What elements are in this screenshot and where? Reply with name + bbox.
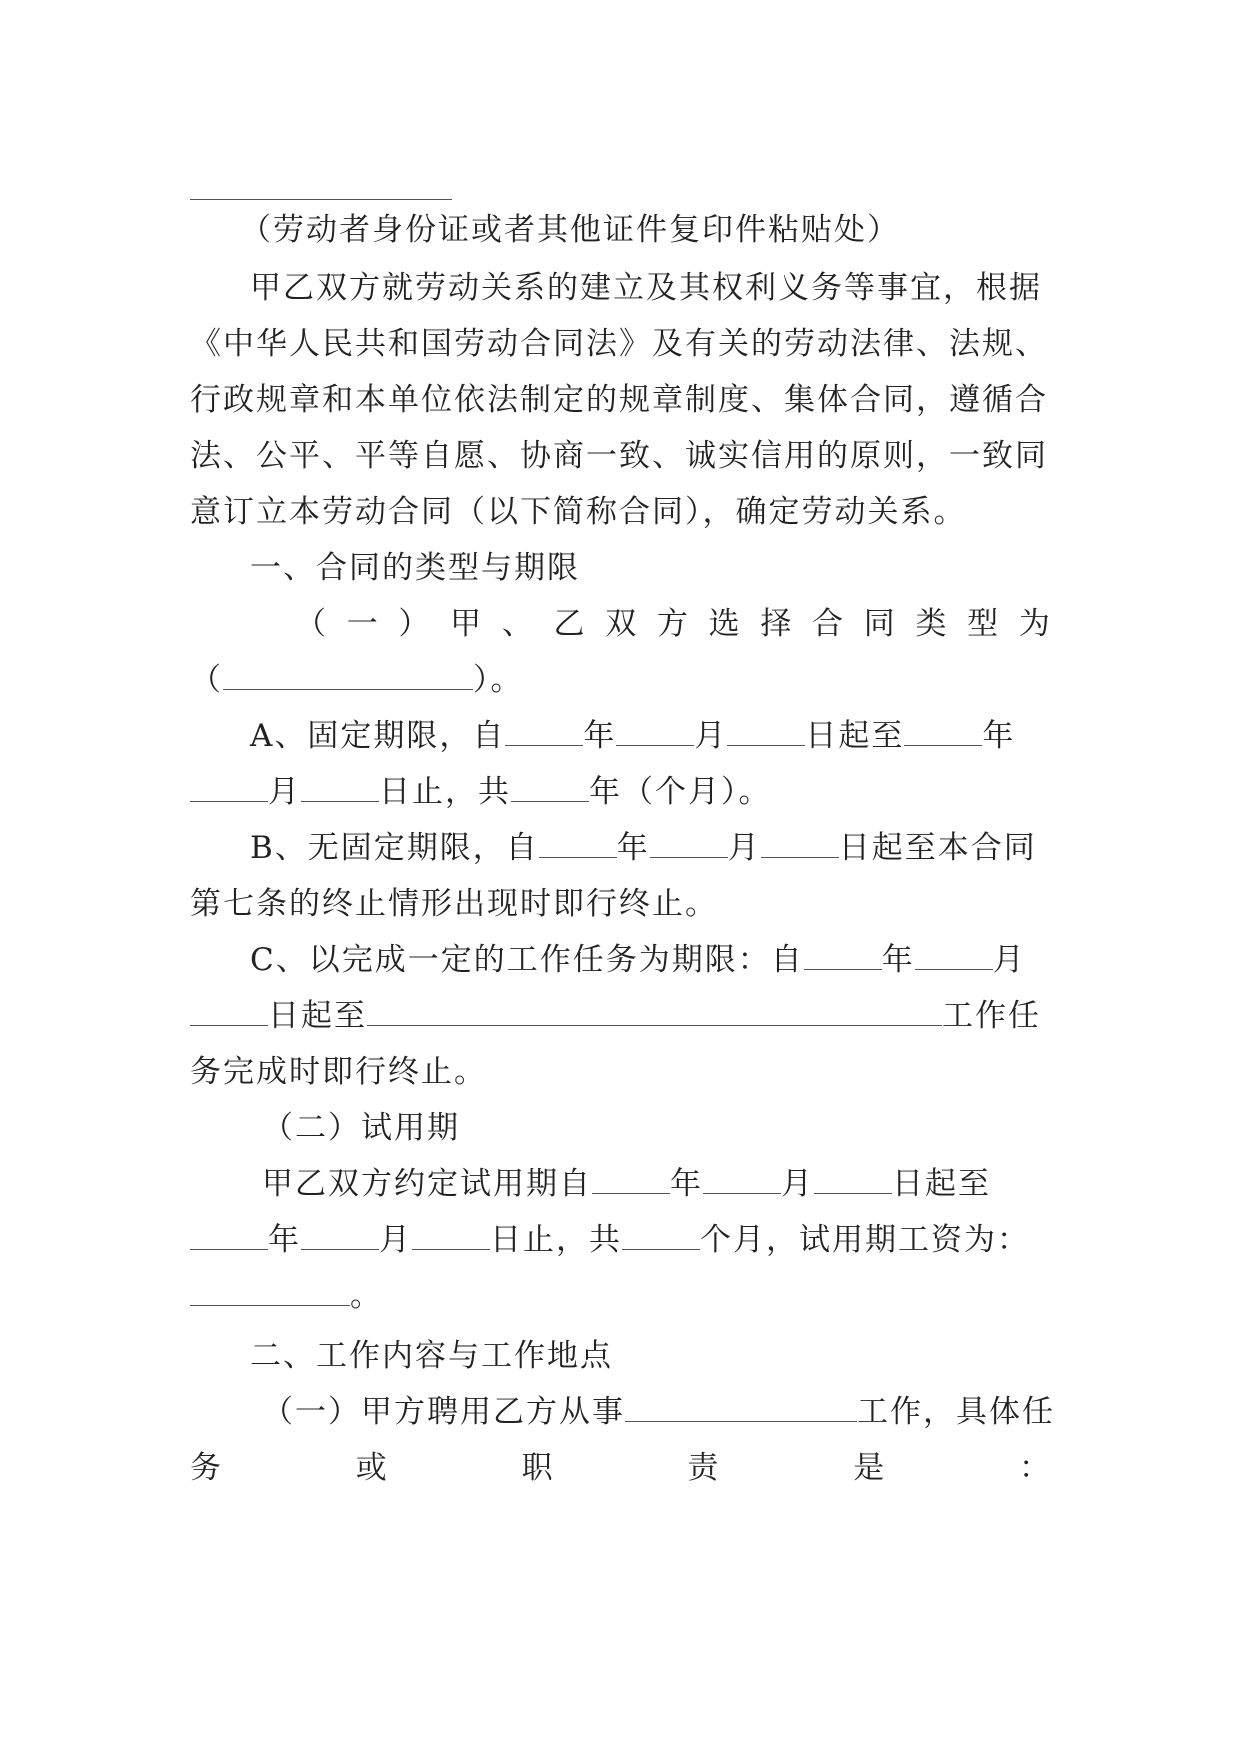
top-blank-line: [190, 199, 452, 200]
blank[interactable]: [539, 831, 617, 858]
blank[interactable]: [915, 943, 993, 970]
blank[interactable]: [301, 1223, 379, 1250]
s2-char: 或: [355, 1450, 387, 1486]
intro-line-1: 甲乙双方就劳动关系的建立及其权利义务等事宜，根据: [250, 270, 1042, 306]
task-blank[interactable]: [367, 999, 942, 1026]
intro-line-4: 法、公平、平等自愿、协商一致、诚实信用的原则，一致同: [190, 438, 1048, 474]
blank[interactable]: [650, 831, 728, 858]
s2-item1-line-1: （一）甲方聘用乙方从事 工作，具体任: [262, 1394, 1055, 1430]
intro-line-3: 行政规章和本单位依法制定的规章制度、集体合同，遵循合: [190, 382, 1048, 418]
intro-line-2: 《中华人民共和国劳动合同法》及有关的劳动法律、法规、: [190, 326, 1048, 362]
option-b-line-2: 第七条的终止情形出现时即行终止。: [190, 886, 718, 922]
section2-title: 二、工作内容与工作地点: [250, 1338, 613, 1374]
open-paren: （: [190, 662, 223, 698]
contract-type-blank[interactable]: [223, 663, 473, 690]
wage-blank[interactable]: [190, 1279, 350, 1306]
blank[interactable]: [814, 1167, 892, 1194]
s2-char: 职: [521, 1450, 553, 1486]
s1-char: 一: [346, 606, 378, 642]
paste-note: （劳动者身份证或者其他证件复印件粘贴处）: [240, 212, 900, 248]
s1-char: 选: [708, 606, 740, 642]
job-blank[interactable]: [625, 1395, 857, 1422]
blank[interactable]: [511, 775, 589, 802]
blank[interactable]: [190, 1223, 268, 1250]
s2-item1-line-2: [190, 1448, 1050, 1488]
s1-item1-blank-line: [190, 660, 1050, 700]
option-b-line-1: B、无固定期限，自 年 月 日起至本合同: [250, 830, 1037, 866]
s1-char: 方: [656, 606, 688, 642]
blank[interactable]: [505, 719, 583, 746]
probation-line-1: 甲乙双方约定试用期自 年 月 日起至: [262, 1166, 991, 1202]
s1-char: 类: [915, 606, 947, 642]
s1-char: 同: [863, 606, 895, 642]
blank[interactable]: [190, 999, 268, 1026]
option-a-line-2: 月 日止，共 年（个月）。: [190, 772, 1050, 812]
blank[interactable]: [190, 775, 268, 802]
close-paren: ）。: [473, 662, 524, 698]
intro-line-5: 意订立本劳动合同（以下简称合同），确定劳动关系。: [190, 494, 967, 530]
probation-title: （二）试用期: [262, 1110, 460, 1146]
section1-title: 一、合同的类型与期限: [250, 550, 580, 586]
s1-char: 甲: [450, 606, 482, 642]
s1-char: ）: [398, 606, 430, 642]
s1-char: 合: [812, 606, 844, 642]
blank[interactable]: [904, 719, 982, 746]
option-a-line-1: A、固定期限，自 年 月 日起至 年: [250, 718, 1016, 754]
blank[interactable]: [412, 1223, 490, 1250]
s2-char: 务: [190, 1450, 221, 1486]
blank[interactable]: [761, 831, 839, 858]
blank[interactable]: [592, 1167, 670, 1194]
s1-char: 择: [760, 606, 792, 642]
s2-char: 是: [853, 1450, 885, 1486]
blank[interactable]: [804, 943, 882, 970]
s1-char: 为: [1018, 606, 1050, 642]
blank[interactable]: [727, 719, 805, 746]
s1-char: （: [295, 606, 326, 642]
s1-char: 、: [501, 606, 533, 642]
option-c-line-1: C、以完成一定的工作任务为期限：自 年 月: [250, 942, 1026, 978]
blank[interactable]: [616, 719, 694, 746]
option-c-line-3: 务完成时即行终止。: [190, 1054, 487, 1090]
blank[interactable]: [301, 775, 379, 802]
s1-char: 乙: [553, 606, 585, 642]
s2-char: ：: [1018, 1450, 1050, 1486]
option-c-line-2: 日起至 工作任: [190, 996, 1050, 1036]
blank[interactable]: [703, 1167, 781, 1194]
s2-char: 责: [687, 1450, 719, 1486]
s1-char: 双: [605, 606, 637, 642]
blank[interactable]: [622, 1223, 700, 1250]
probation-line-3: 。: [190, 1276, 1050, 1316]
s1-char: 型: [967, 606, 999, 642]
probation-line-2: 年 月 日止，共 个月，试用期工资为：: [190, 1220, 1050, 1260]
s1-item1-line: [295, 604, 1050, 644]
